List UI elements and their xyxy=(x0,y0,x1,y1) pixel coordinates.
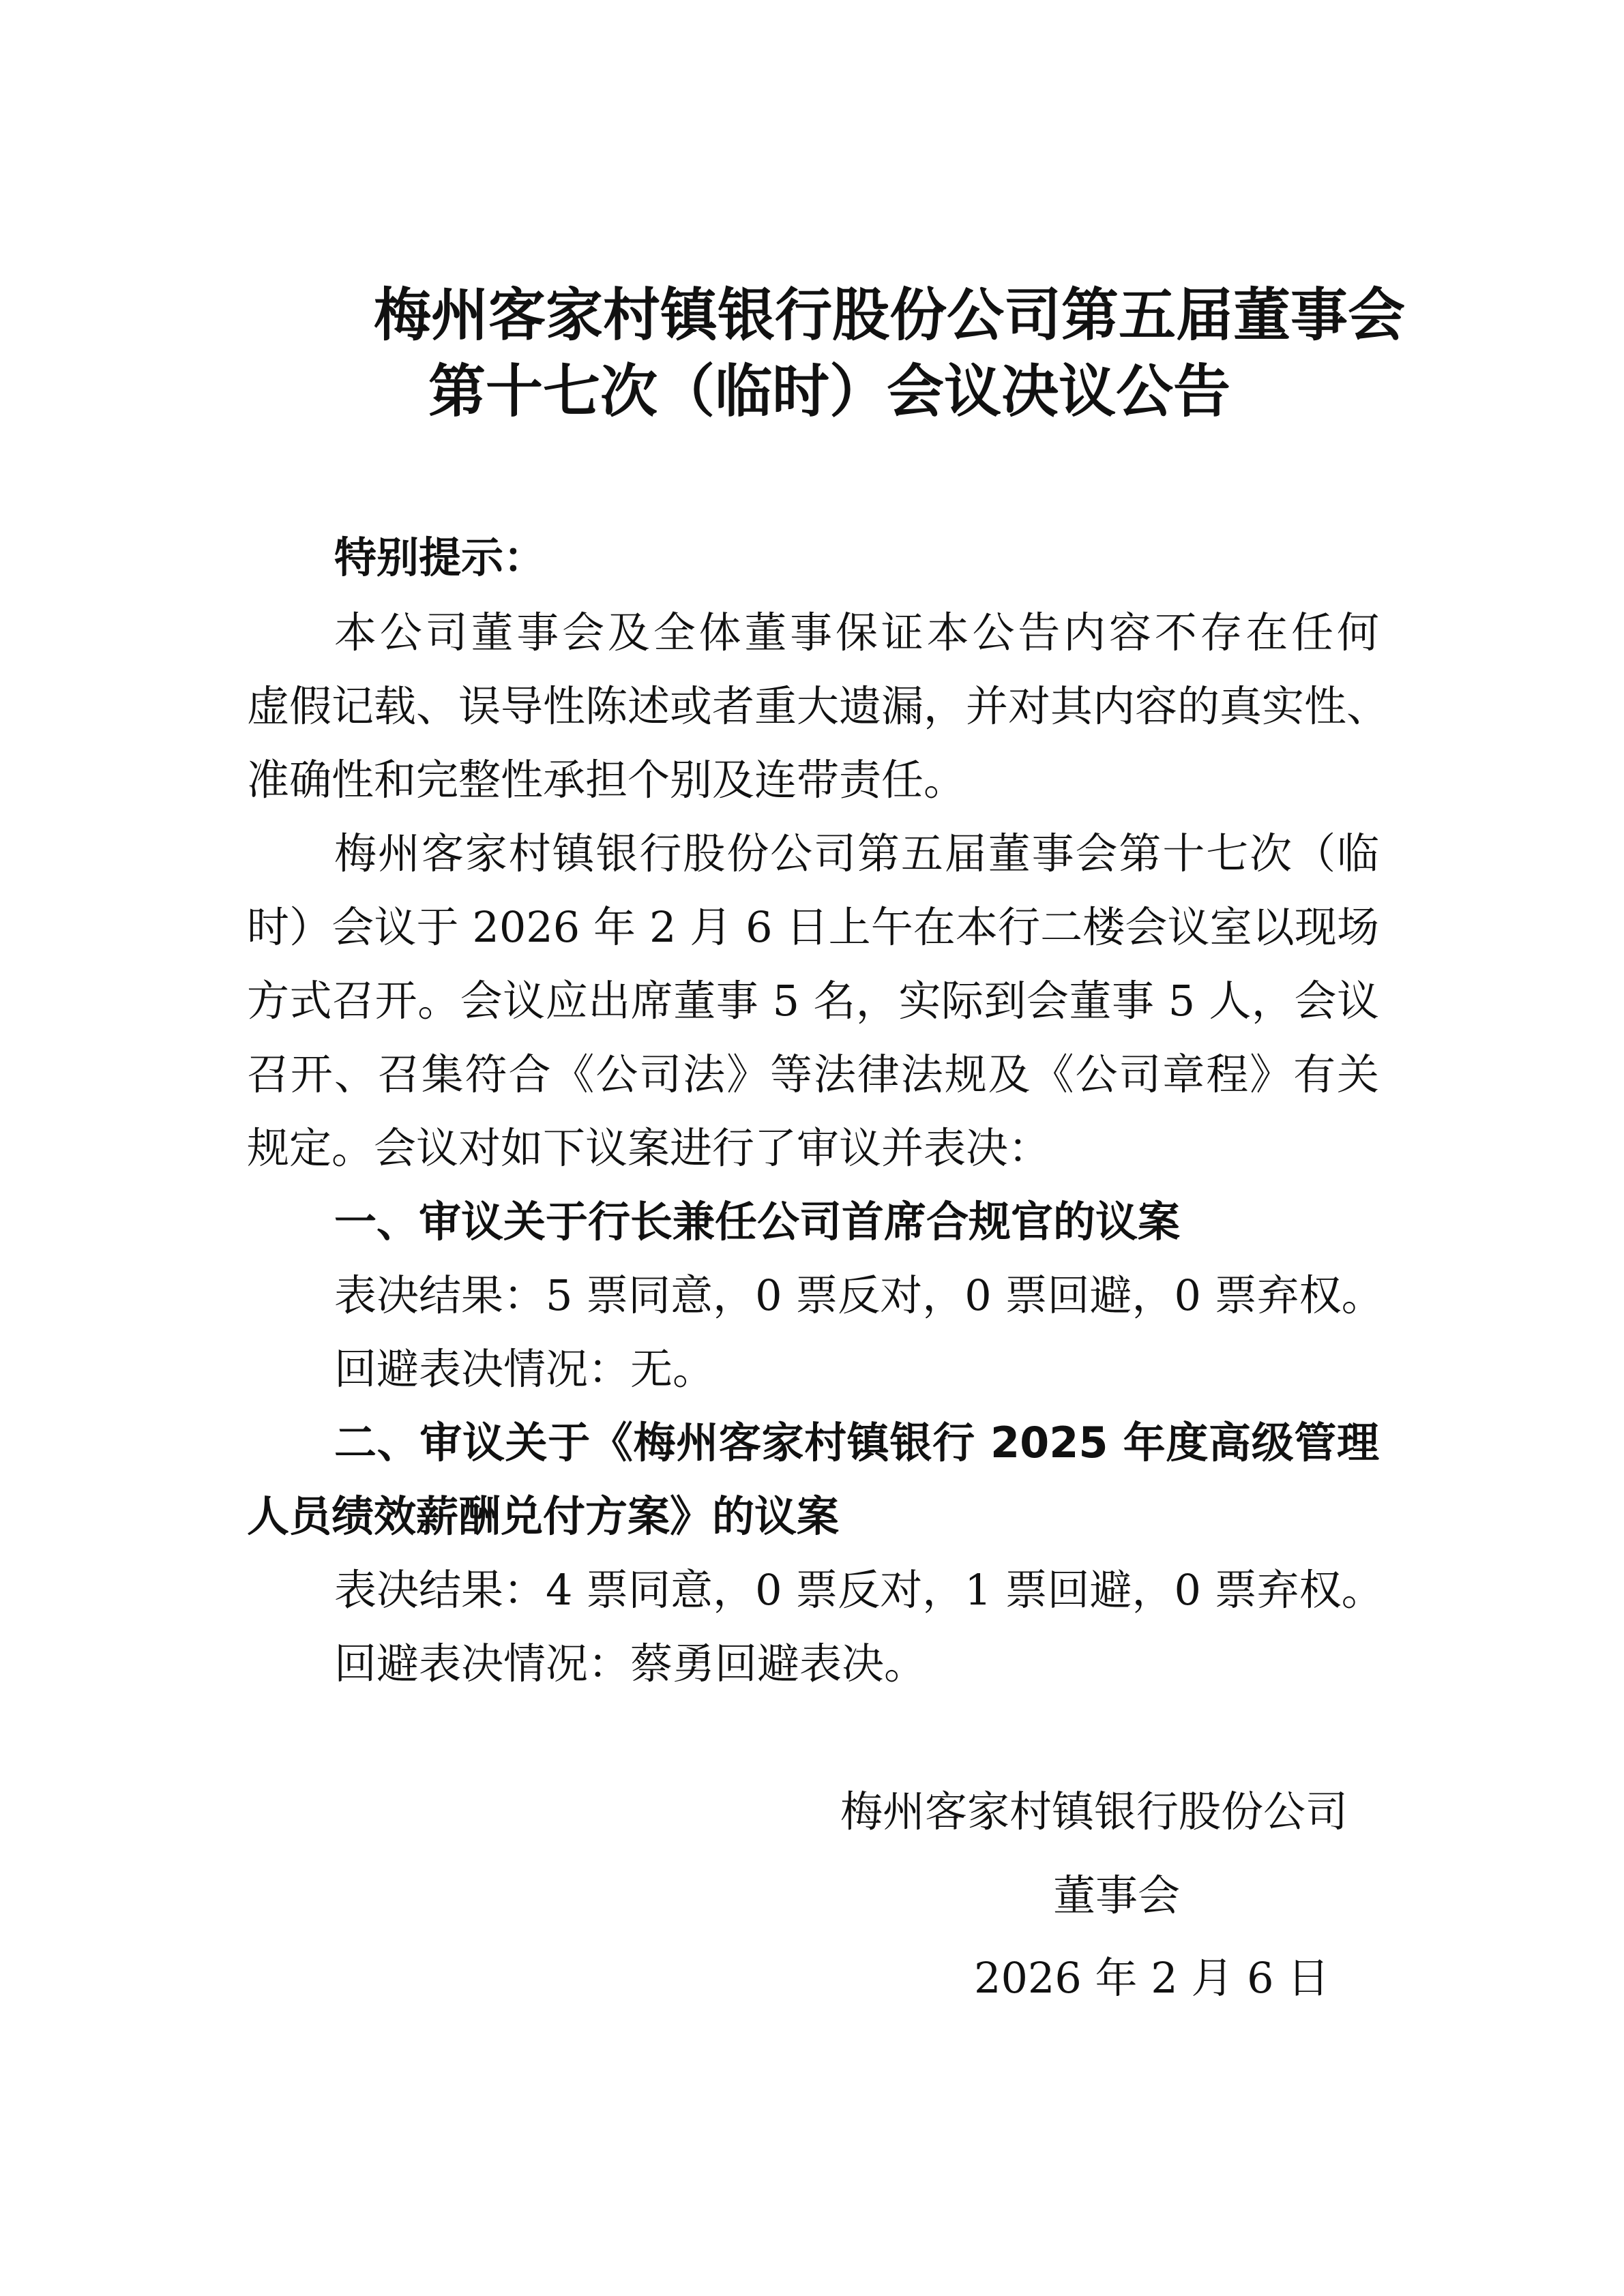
notice-line: 虚假记载、误导性陈述或者重大遗漏，并对其内容的真实性、 xyxy=(247,681,1389,731)
notice-line: 本公司董事会及全体董事保证本公告内容不存在任何 xyxy=(334,608,1379,657)
intro-line: 规定。会议对如下议案进行了审议并表决： xyxy=(247,1123,1051,1173)
item-1-recusal: 回避表决情况：无。 xyxy=(334,1344,715,1394)
title-line-2: 第十七次（临时）会议决议公告 xyxy=(428,358,1231,425)
notice-line: 准确性和完整性承担个别及连带责任。 xyxy=(247,755,966,805)
item-2-heading-line-2: 人员绩效薪酬兑付方案》的议案 xyxy=(247,1491,840,1541)
intro-line: 方式召开。会议应出席董事 5 名，实际到会董事 5 人，会议 xyxy=(247,976,1379,1026)
item-1-heading: 一、审议关于行长兼任公司首席合规官的议案 xyxy=(334,1197,1181,1247)
item-1-result: 表决结果：5 票同意，0 票反对，0 票回避，0 票弃权。 xyxy=(334,1270,1384,1320)
intro-line: 时）会议于 2026 年 2 月 6 日上午在本行二楼会议室以现场 xyxy=(247,902,1379,952)
item-2-result: 表决结果：4 票同意，0 票反对，1 票回避，0 票弃权。 xyxy=(334,1565,1384,1615)
intro-line: 梅州客家村镇银行股份公司第五届董事会第十七次（临 xyxy=(334,829,1379,878)
item-2-heading-line-1: 二、审议关于《梅州客家村镇银行 2025 年度高级管理 xyxy=(334,1418,1379,1467)
item-2-recusal: 回避表决情况：蔡勇回避表决。 xyxy=(334,1639,927,1688)
signature-board: 董事会 xyxy=(1053,1870,1181,1920)
signature-company: 梅州客家村镇银行股份公司 xyxy=(840,1787,1348,1836)
signature-date: 2026 年 2 月 6 日 xyxy=(974,1953,1330,2003)
intro-line: 召开、召集符合《公司法》等法律法规及《公司章程》有关 xyxy=(247,1049,1379,1099)
title-line-1: 梅州客家村镇银行股份公司第五届董事会 xyxy=(374,282,1406,348)
notice-heading: 特别提示： xyxy=(334,533,546,582)
